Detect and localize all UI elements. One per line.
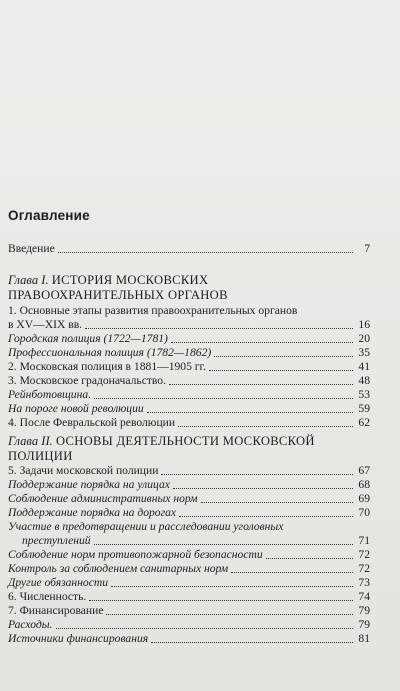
entry-page: 71 xyxy=(358,534,370,547)
dot-leader xyxy=(89,600,353,601)
entry-page: 81 xyxy=(358,632,370,645)
toc-entry xyxy=(8,548,370,562)
entry-title: Рейнботовщина. xyxy=(8,388,92,401)
chapter-2 xyxy=(8,434,370,646)
chapter-title-line2: ПРАВООХРАНИТЕЛЬНЫХ ОРГАНОВ xyxy=(8,287,228,302)
toc-heading: Оглавление xyxy=(8,208,90,223)
toc-entry xyxy=(8,632,370,646)
toc-entry xyxy=(8,604,370,618)
dot-leader xyxy=(171,342,353,343)
toc-entry xyxy=(8,360,370,374)
dot-leader xyxy=(56,628,353,629)
toc-entry xyxy=(8,402,370,416)
entry-page: 48 xyxy=(358,374,370,387)
entry-page: 79 xyxy=(358,618,370,631)
entry-title: 5. Задачи московской полиции xyxy=(8,464,159,477)
entry-page: 72 xyxy=(358,562,370,575)
entry-title: 7. Финансирование xyxy=(8,604,104,617)
dot-leader xyxy=(94,398,353,399)
entry-page: 35 xyxy=(358,346,370,359)
chapter-1-title xyxy=(8,273,370,302)
chapter-label: Глава II. xyxy=(8,434,53,448)
entry-page: 62 xyxy=(358,416,370,429)
entry-title: Другие обязанности xyxy=(8,576,109,589)
entry-title: Расходы. xyxy=(8,618,53,631)
entry-page: 59 xyxy=(358,402,370,415)
entry-page: 79 xyxy=(358,604,370,617)
dot-leader xyxy=(169,384,353,385)
dot-leader xyxy=(161,474,353,475)
toc-entry xyxy=(8,520,370,548)
entry-title-line1: 1. Основные этапы развития правоохранительных органов xyxy=(8,304,298,317)
entry-page: 20 xyxy=(358,332,370,345)
entry-page: 74 xyxy=(358,590,370,603)
toc-entry xyxy=(8,464,370,478)
entry-title-line1: Участие в предотвращении и расследовании уголовных xyxy=(8,520,284,533)
entry-title: Поддержание порядка на дорогах xyxy=(8,506,177,519)
dot-leader xyxy=(214,356,353,357)
toc-entry xyxy=(8,416,370,430)
toc-entry xyxy=(8,492,370,506)
dot-leader xyxy=(85,328,353,329)
entry-page: 73 xyxy=(358,576,370,589)
entry-title: Поддержание порядка на улицах xyxy=(8,478,170,491)
chapter-title-line2: ПОЛИЦИИ xyxy=(8,448,73,463)
entry-title: 2. Московская полиция в 1881—1905 гг. xyxy=(8,360,206,373)
entry-title: Источники финансирования xyxy=(8,632,149,645)
entry-page: 53 xyxy=(358,388,370,401)
chapter-title-line1: ИСТОРИЯ МОСКОВСКИХ xyxy=(51,273,209,287)
dot-leader xyxy=(111,586,353,587)
chapter-label: Глава I. xyxy=(8,273,49,287)
chapter-title-line1: ОСНОВЫ ДЕЯТЕЛЬНОСТИ МОСКОВСКОЙ xyxy=(55,434,315,448)
dot-leader xyxy=(173,488,353,489)
toc-entry xyxy=(8,332,370,346)
entry-title: Профессиональная полиция (1782—1862) xyxy=(8,346,212,359)
dot-leader xyxy=(231,572,353,573)
dot-leader xyxy=(94,544,353,545)
entry-title: Контроль за соблюдением санитарных норм xyxy=(8,562,229,575)
entry-title: 6. Численность. xyxy=(8,590,87,603)
entry-page: 67 xyxy=(358,464,370,477)
entry-title: 3. Московское градоначальство. xyxy=(8,374,166,387)
toc-entry xyxy=(8,388,370,402)
entry-title: преступлений xyxy=(22,534,91,547)
entry-title: Соблюдение административных норм xyxy=(8,492,198,505)
chapter-1 xyxy=(8,273,370,430)
toc-entry xyxy=(8,346,370,360)
dot-leader xyxy=(266,558,353,559)
entry-page: 70 xyxy=(358,506,370,519)
entry-page: 16 xyxy=(358,318,370,331)
toc-entry xyxy=(8,618,370,632)
dot-leader xyxy=(178,426,353,427)
entry-title: 4. После Февральской революции xyxy=(8,416,176,429)
dot-leader xyxy=(209,370,353,371)
entry-page: 41 xyxy=(358,360,370,373)
entry-page: 68 xyxy=(358,478,370,491)
entry-title: Соблюдение норм противопожарной безопасности xyxy=(8,548,263,561)
dot-leader xyxy=(179,516,353,517)
chapter-2-title xyxy=(8,434,370,463)
dot-leader xyxy=(58,252,353,253)
dot-leader xyxy=(106,614,353,615)
entry-title: Введение xyxy=(8,242,55,255)
entry-title: На пороге новой революции xyxy=(8,402,144,415)
dot-leader xyxy=(201,502,353,503)
toc-entry xyxy=(8,374,370,388)
toc-entry xyxy=(8,478,370,492)
entry-title: в XV—XIX вв. xyxy=(8,318,83,331)
toc-entry xyxy=(8,506,370,520)
dot-leader xyxy=(147,412,353,413)
toc-entry xyxy=(8,576,370,590)
toc-entry xyxy=(8,562,370,576)
entry-page: 72 xyxy=(358,548,370,561)
dot-leader xyxy=(151,642,353,643)
entry-page: 69 xyxy=(358,492,370,505)
entry-page: 7 xyxy=(364,242,370,255)
toc-intro xyxy=(8,242,370,256)
toc-entry-intro xyxy=(8,242,370,256)
toc-entry xyxy=(8,590,370,604)
entry-title: Городская полиция (1722—1781) xyxy=(8,332,168,345)
toc-entry xyxy=(8,304,370,332)
